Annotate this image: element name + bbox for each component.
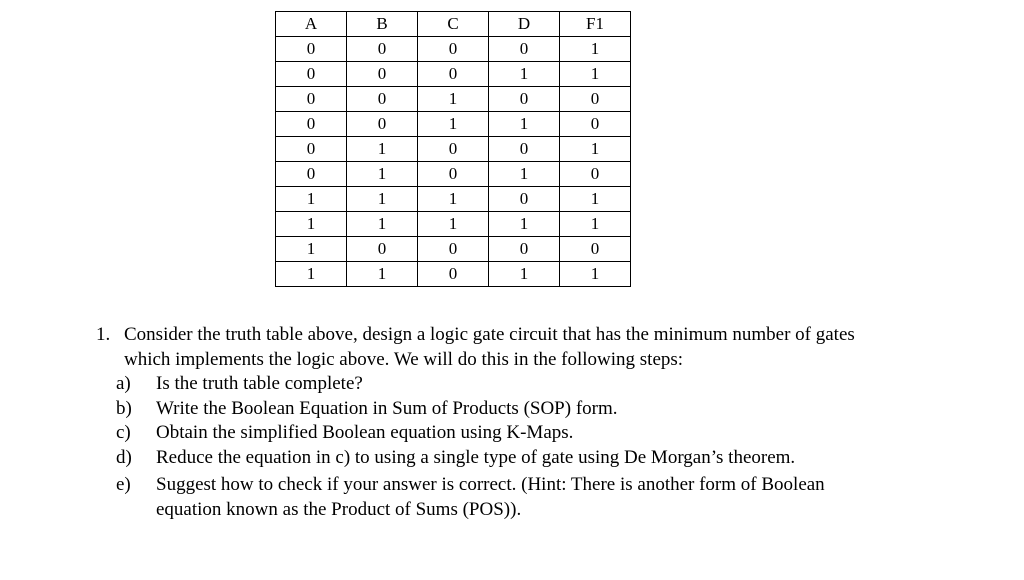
table-cell: 0 [489, 137, 560, 162]
table-cell: 1 [418, 187, 489, 212]
table-cell: 1 [560, 137, 631, 162]
part-letter: b) [116, 397, 132, 419]
table-cell: 1 [347, 212, 418, 237]
table-cell: 0 [276, 112, 347, 137]
table-cell: 0 [418, 237, 489, 262]
table-cell: 0 [276, 62, 347, 87]
column-header: A [276, 12, 347, 37]
table-cell: 0 [560, 237, 631, 262]
question-parts [116, 372, 856, 522]
part-letter: a) [116, 373, 131, 394]
table-cell: 1 [489, 62, 560, 87]
table-cell: 0 [276, 37, 347, 62]
part-text: Reduce the equation in c) to using a single type of gate using De Morgan’s theorem. [156, 446, 796, 468]
part-letter: e) [116, 474, 131, 495]
table-row [276, 87, 631, 112]
table-body [276, 37, 631, 287]
table-cell: 0 [347, 62, 418, 87]
table-cell: 1 [276, 237, 347, 262]
part-letter: c) [116, 422, 131, 443]
table-cell: 0 [347, 87, 418, 112]
column-header: F1 [560, 12, 631, 37]
question-number: 1. [96, 324, 111, 345]
table-cell: 1 [276, 212, 347, 237]
table-row [276, 237, 631, 262]
table-cell: 0 [276, 137, 347, 162]
table-cell: 1 [489, 262, 560, 287]
table-cell: 0 [418, 162, 489, 187]
question-part-a [116, 372, 856, 397]
table-cell: 0 [276, 87, 347, 112]
table-row [276, 137, 631, 162]
table-cell: 1 [276, 187, 347, 212]
table-row [276, 112, 631, 137]
table-cell: 1 [276, 262, 347, 287]
table-cell: 0 [489, 237, 560, 262]
table-cell: 0 [347, 237, 418, 262]
table-cell: 0 [560, 112, 631, 137]
table-cell: 0 [560, 162, 631, 187]
table-cell: 0 [418, 62, 489, 87]
part-text: Write the Boolean Equation in Sum of Products (SOP) form. [156, 397, 618, 419]
question-intro: Consider the truth table above, design a logic gate circuit that has the minimum number of gates which implements the logic above. We will do this in the following steps: [124, 324, 855, 370]
table-cell: 0 [489, 87, 560, 112]
truth-table [275, 11, 631, 287]
question-1 [96, 323, 856, 372]
table-cell: 0 [347, 112, 418, 137]
table-cell: 0 [276, 162, 347, 187]
question-block [96, 323, 856, 522]
question-part-b [116, 397, 856, 422]
table-row [276, 62, 631, 87]
table-cell: 1 [347, 162, 418, 187]
column-header: B [347, 12, 418, 37]
table-row [276, 37, 631, 62]
table-header-row [276, 12, 631, 37]
table-cell: 0 [489, 37, 560, 62]
table-cell: 1 [560, 37, 631, 62]
table-cell: 0 [347, 37, 418, 62]
question-part-d [116, 446, 856, 471]
part-letter: d) [116, 446, 132, 468]
part-text: Is the truth table complete? [156, 373, 363, 394]
table-cell: 1 [418, 112, 489, 137]
table-cell: 1 [489, 112, 560, 137]
table-cell: 1 [347, 137, 418, 162]
question-part-c [116, 421, 856, 446]
table-cell: 0 [418, 37, 489, 62]
table-cell: 1 [560, 212, 631, 237]
part-text: Obtain the simplified Boolean equation using K-Maps. [156, 422, 574, 443]
table-cell: 1 [560, 62, 631, 87]
table-cell: 1 [560, 187, 631, 212]
table-cell: 1 [489, 162, 560, 187]
table-cell: 1 [347, 262, 418, 287]
table-cell: 0 [418, 262, 489, 287]
table-cell: 1 [489, 212, 560, 237]
part-text: Suggest how to check if your answer is correct. (Hint: There is another form of Boolean equation known as the Product of Sums (POS)). [156, 474, 825, 520]
table-cell: 1 [560, 262, 631, 287]
question-part-e [116, 473, 856, 522]
table-cell: 0 [560, 87, 631, 112]
table-cell: 1 [418, 212, 489, 237]
table-cell: 0 [418, 137, 489, 162]
table-cell: 1 [347, 187, 418, 212]
table-row [276, 187, 631, 212]
table-row [276, 162, 631, 187]
table-cell: 0 [489, 187, 560, 212]
table-cell: 1 [418, 87, 489, 112]
table-row [276, 212, 631, 237]
column-header: D [489, 12, 560, 37]
table-row [276, 262, 631, 287]
column-header: C [418, 12, 489, 37]
